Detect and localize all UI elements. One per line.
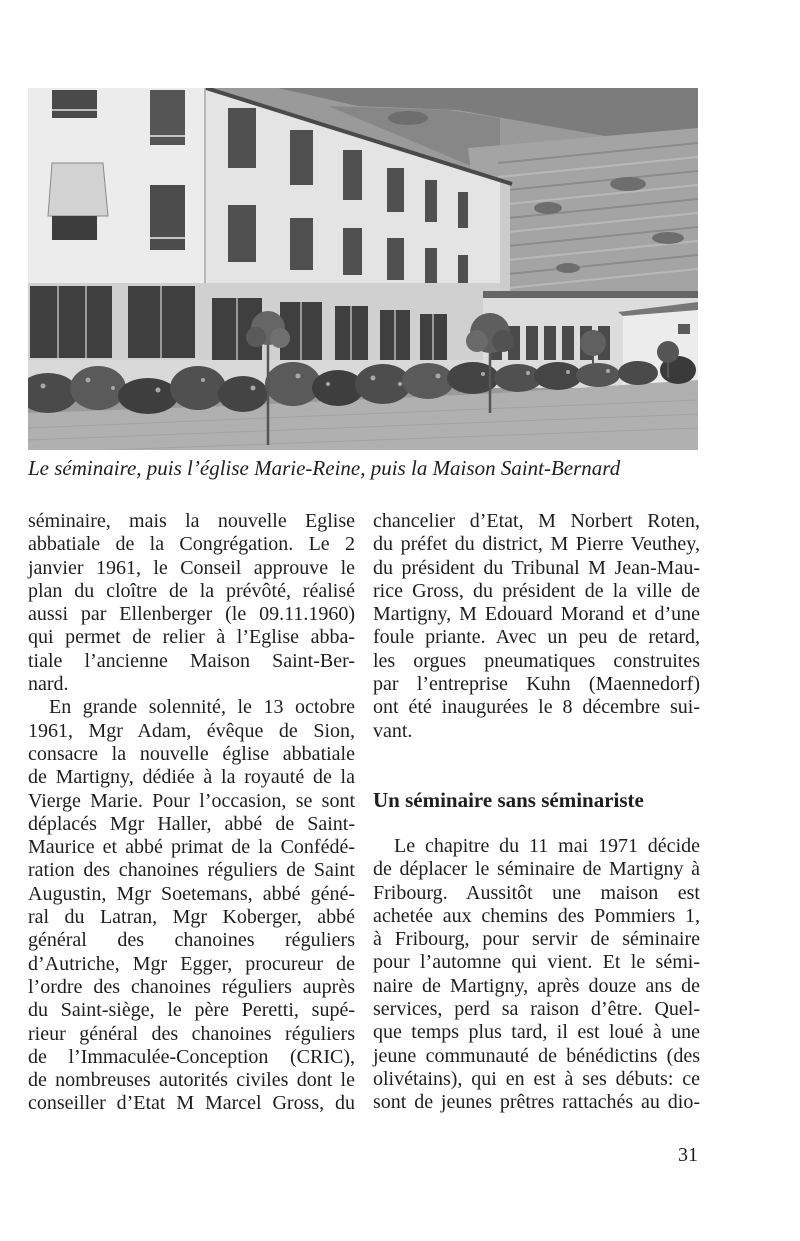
text-line: par l’entreprise Kuhn (Maennedorf) <box>373 673 700 696</box>
text-line: 1961, Mgr Adam, évêque de Sion, <box>28 719 355 742</box>
text-line: jeune communauté de bénédictins (des <box>373 1044 700 1067</box>
text-line: du Saint-siège, le père Peretti, supé- <box>28 999 355 1022</box>
window-awning <box>48 163 108 216</box>
window <box>52 90 97 118</box>
window <box>458 192 468 228</box>
window <box>425 180 437 222</box>
text-line: les orgues pneumatiques construites <box>373 649 700 672</box>
paragraph <box>28 696 355 1115</box>
text-line: En grande solennité, le 13 octobre <box>49 696 355 719</box>
window <box>544 326 556 360</box>
window <box>228 205 256 262</box>
text-line: de nombreuses autorités civiles dont le <box>28 1069 355 1092</box>
left-column <box>28 510 355 1116</box>
low-building-roof <box>483 291 698 298</box>
section-heading: Un séminaire sans séminariste <box>373 788 644 812</box>
text-line: aussi par Ellenberger (le 09.11.1960) <box>28 603 355 626</box>
window <box>526 326 538 360</box>
window <box>678 324 690 334</box>
text-line: rieur général des chanoines réguliers <box>28 1022 355 1045</box>
paragraph <box>373 510 700 743</box>
text-line: achetée aux chemins des Pommiers 1, <box>373 904 700 927</box>
window <box>343 150 362 200</box>
text-line: général des chanoines réguliers <box>28 929 355 952</box>
window <box>343 228 362 275</box>
text-line: ral du Latran, Mgr Koberger, abbé <box>28 906 355 929</box>
seminary-photo-drawing <box>28 88 698 450</box>
text-line: l’ordre des chanoines réguliers auprès <box>28 975 355 998</box>
window <box>387 168 404 212</box>
text-line: de Martigny, dédiée à la royauté de la <box>28 766 355 789</box>
text-line: plan du cloître de la prévôté, réalisé <box>28 579 355 602</box>
text-line: que temps plus tard, il est loué à une <box>373 1021 700 1044</box>
right-column <box>373 510 700 743</box>
window <box>150 185 185 250</box>
text-line: conseiller d’Etat M Marcel Gross, du <box>28 1092 355 1115</box>
text-line: sont de jeunes prêtres rattachés au dio- <box>373 1091 700 1114</box>
window <box>228 108 256 168</box>
window <box>52 216 97 240</box>
window <box>290 218 313 270</box>
text-line: nard. <box>28 673 69 696</box>
window <box>30 286 112 358</box>
text-line: Martigny, M Edouard Morand et d’une <box>373 603 700 626</box>
text-line: services, perd sa raison d’être. Quel- <box>373 998 700 1021</box>
text-line: d’Autriche, Mgr Egger, procureur de <box>28 952 355 975</box>
paragraph <box>373 835 700 1115</box>
text-line: rice Gross, du président de la ville de <box>373 579 700 602</box>
seminary-photo <box>28 88 698 450</box>
text-line: pour l’automne qui vient. Et le sémi- <box>373 951 700 974</box>
text-line: janvier 1961, le Conseil approuve le <box>28 556 355 579</box>
text-line: Maurice et abbé primat de la Confédé- <box>28 836 355 859</box>
text-line: ration des chanoines réguliers de Saint <box>28 859 355 882</box>
text-line: Le chapitre du 11 mai 1971 décide <box>394 835 700 857</box>
text-line: qui permet de relier à l’Eglise abba- <box>28 626 355 649</box>
text-line: du préfet du district, M Pierre Veuthey, <box>373 533 700 556</box>
text-line: à Fribourg, pour servir de séminaire <box>373 928 700 951</box>
text-line: consacre la nouvelle église abbatiale <box>28 742 355 765</box>
text-line: vant. <box>373 719 413 742</box>
page-number: 31 <box>678 1144 698 1166</box>
text-line: déplacés Mgr Haller, abbé de Saint- <box>28 812 355 835</box>
window <box>290 130 313 185</box>
text-line: tiale l’ancienne Maison Saint-Ber- <box>28 649 355 672</box>
photo-caption: Le séminaire, puis l’église Marie-Reine, puis la Maison Saint-Bernard <box>28 456 621 480</box>
paragraph <box>28 510 355 696</box>
window <box>562 326 574 360</box>
text-line: Fribourg. Aussitôt une maison est <box>373 881 700 904</box>
text-line: séminaire, mais la nouvelle Eglise <box>28 510 355 532</box>
text-line: ont été inaugurées le 8 décembre sui- <box>373 696 700 719</box>
text-line: Augustin, Mgr Soetemans, abbé géné- <box>28 882 355 905</box>
text-line: de l’Immaculée-Conception (CRIC), <box>28 1045 355 1068</box>
text-line: naire de Martigny, après douze ans de <box>373 974 700 997</box>
text-line: du président du Tribunal M Jean-Mau- <box>373 556 700 579</box>
window <box>387 238 404 280</box>
text-line: olivétains), qui en est à ses débuts: ce <box>373 1067 700 1090</box>
text-line: foule priante. Avec un peu de retard, <box>373 626 700 649</box>
text-line: chancelier d’Etat, M Norbert Roten, <box>373 510 700 532</box>
text-line: abbatiale de la Congrégation. Le 2 <box>28 533 355 556</box>
section-body <box>373 835 700 1115</box>
text-line: Vierge Marie. Pour l’occasion, se sont <box>28 789 355 812</box>
text-line: de déplacer le séminaire de Martigny à <box>373 858 700 881</box>
